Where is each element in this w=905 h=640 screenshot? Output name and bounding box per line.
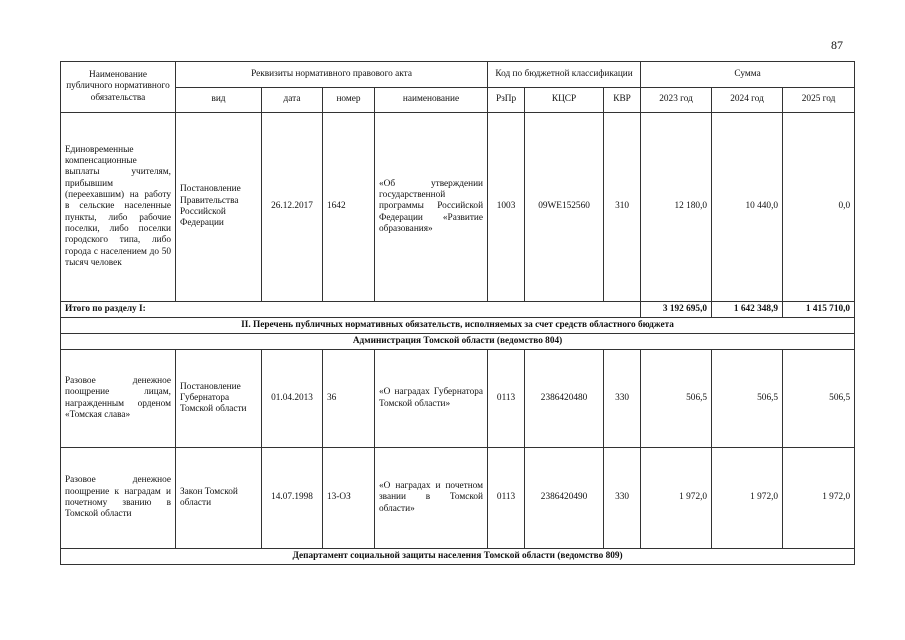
table-row <box>61 113 855 302</box>
section-row <box>61 318 855 334</box>
act-type: Постановление Губернатора Томской области <box>176 350 262 448</box>
header-2025: 2025 год <box>783 88 855 113</box>
kcsr-code: 09WE152560 <box>525 113 604 302</box>
sum-2023: 12 180,0 <box>641 113 712 302</box>
table-row <box>61 448 855 549</box>
sum-2024: 506,5 <box>712 350 783 448</box>
header-row-1 <box>61 62 855 88</box>
total-2025: 1 415 710,0 <box>783 302 855 318</box>
header-act-date: дата <box>262 88 323 113</box>
table-row <box>61 350 855 448</box>
act-date: 01.04.2013 <box>262 350 323 448</box>
act-number: 36 <box>323 350 375 448</box>
header-kvr: КВР <box>604 88 641 113</box>
header-code-group: Код по бюджетной классификации <box>488 62 641 88</box>
header-kcsr: КЦСР <box>525 88 604 113</box>
act-name: «Об утверждении государственной программы Российской Федерации «Развитие образования» <box>375 113 488 302</box>
act-date: 26.12.2017 <box>262 113 323 302</box>
header-act-number: номер <box>323 88 375 113</box>
header-row-2 <box>61 88 855 113</box>
obligation-name: Разовое денежное поощрение лицам, награжденным орденом «Томская слава» <box>61 350 176 448</box>
header-rzpr: РзПр <box>488 88 525 113</box>
act-type: Закон Томской области <box>176 448 262 549</box>
rzpr-code: 0113 <box>488 350 525 448</box>
header-act-name: наименование <box>375 88 488 113</box>
dept-title: Департамент социальной защиты населения Томской области (ведомство 809) <box>61 549 855 565</box>
act-name: «О наградах и почетном звании в Томской области» <box>375 448 488 549</box>
section-2-title: II. Перечень публичных нормативных обязательств, исполняемых за счет средств областного бюджета <box>61 318 855 334</box>
act-type: Постановление Правительства Российской Федерации <box>176 113 262 302</box>
header-name: Наименование публичного нормативного обязательства <box>61 62 176 113</box>
header-sum-group: Сумма <box>641 62 855 88</box>
sum-2025: 0,0 <box>783 113 855 302</box>
agency-row <box>61 334 855 350</box>
kvr-code: 330 <box>604 350 641 448</box>
sum-2025: 1 972,0 <box>783 448 855 549</box>
kcsr-code: 2386420490 <box>525 448 604 549</box>
rzpr-code: 1003 <box>488 113 525 302</box>
sum-2023: 506,5 <box>641 350 712 448</box>
act-number: 1642 <box>323 113 375 302</box>
sum-2024: 1 972,0 <box>712 448 783 549</box>
total-label: Итого по разделу I: <box>61 302 641 318</box>
kvr-code: 330 <box>604 448 641 549</box>
sum-2023: 1 972,0 <box>641 448 712 549</box>
agency-row <box>61 549 855 565</box>
header-act-group: Реквизиты нормативного правового акта <box>176 62 488 88</box>
obligation-name: Разовое денежное поощрение к наградам и почетному званию в Томской области <box>61 448 176 549</box>
admin-title: Администрация Томской области (ведомство 804) <box>61 334 855 350</box>
sum-2024: 10 440,0 <box>712 113 783 302</box>
rzpr-code: 0113 <box>488 448 525 549</box>
page-number: 87 <box>831 38 843 52</box>
act-name: «О наградах Губернатора Томской области» <box>375 350 488 448</box>
sum-2025: 506,5 <box>783 350 855 448</box>
total-2024: 1 642 348,9 <box>712 302 783 318</box>
kvr-code: 310 <box>604 113 641 302</box>
obligation-name: Единовременные компенсационные выплаты учителям, прибывшим (переехавшим) на работу в сельские населенные пункты, либо рабочие поселки, либо поселки городского типа, либо города с населением до 50 тысяч человек <box>61 113 176 302</box>
act-number: 13-ОЗ <box>323 448 375 549</box>
total-row <box>61 302 855 318</box>
header-act-type: вид <box>176 88 262 113</box>
kcsr-code: 2386420480 <box>525 350 604 448</box>
total-2023: 3 192 695,0 <box>641 302 712 318</box>
header-2023: 2023 год <box>641 88 712 113</box>
obligations-table <box>60 61 855 565</box>
act-date: 14.07.1998 <box>262 448 323 549</box>
header-2024: 2024 год <box>712 88 783 113</box>
